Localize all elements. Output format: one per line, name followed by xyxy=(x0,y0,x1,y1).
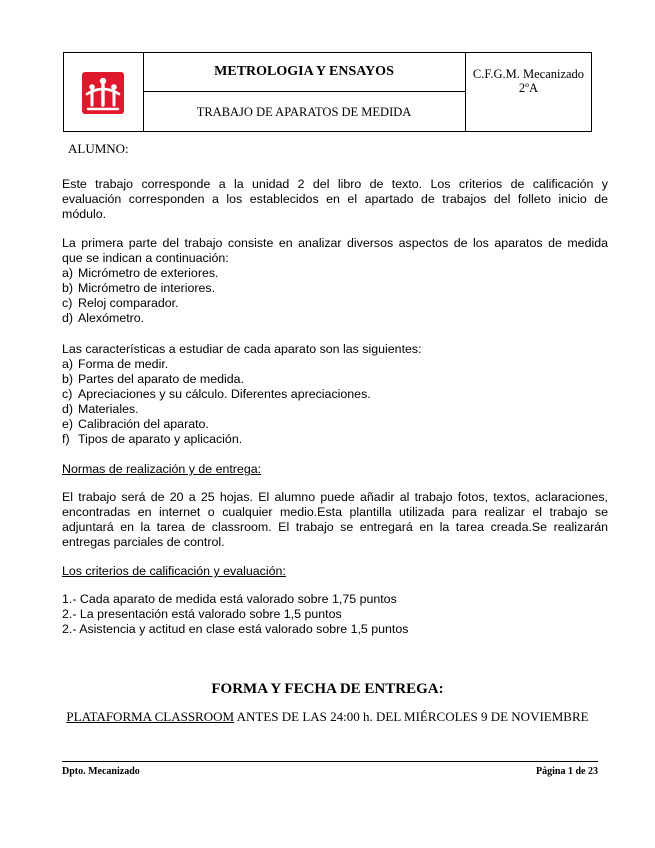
part1-line: La primera parte del trabajo consiste en analizar diversos aspectos de los aparatos de medida xyxy=(62,236,608,250)
list-item: a) Forma de medir. xyxy=(62,357,169,371)
list-item: 2.- Asistencia y actitud en clase está valorado sobre 1,5 puntos xyxy=(62,622,409,636)
normas-heading xyxy=(62,462,608,477)
student-label: ALUMNO: xyxy=(68,141,129,156)
school-logo-icon xyxy=(82,72,124,114)
list-item: c) Reloj comparador. xyxy=(62,296,179,310)
normas-heading-text: Normas de realización y de entrega: xyxy=(62,462,262,476)
course-group: 2ºA xyxy=(518,81,539,95)
normas-line: El trabajo será de 20 a 25 hojas. El alumno puede añadir al trabajo fotos, textos, aclaraciones, xyxy=(62,490,608,504)
intro-line: Este trabajo corresponde a la unidad 2 del libro de texto. Los criterios de calificación y xyxy=(62,177,608,191)
delivery-info xyxy=(0,709,655,725)
normas-line: encontradas en internet o cualquier medio.Esta plantilla utilizada para realizar el trabajo se xyxy=(62,505,608,519)
delivery-deadline: ANTES DE LAS 24:00 h. DEL MIÉRCOLES 9 DE NOVIEMBRE xyxy=(234,709,589,724)
characteristics-intro: Las características a estudiar de cada aparato son las siguientes: xyxy=(62,342,422,356)
instrument-list xyxy=(62,266,608,326)
footer-divider xyxy=(62,761,598,762)
criterios-heading xyxy=(62,564,608,579)
characteristics-list xyxy=(62,357,608,447)
list-item: b) Partes del aparato de medida. xyxy=(62,372,245,386)
list-item: d) Alexómetro. xyxy=(62,311,145,325)
footer-page-number: Página 1 de 23 xyxy=(536,766,598,777)
footer-department: Dpto. Mecanizado xyxy=(62,766,140,777)
list-item: 1.- Cada aparato de medida está valorado sobre 1,75 puntos xyxy=(62,592,397,606)
document-header xyxy=(63,52,592,132)
delivery-platform: PLATAFORMA CLASSROOM xyxy=(66,709,235,724)
document-subtitle: TRABAJO DE APARATOS DE MEDIDA xyxy=(196,105,412,119)
list-item: e) Calibración del aparato. xyxy=(62,417,209,431)
list-item: d) Materiales. xyxy=(62,402,139,416)
list-item: c) Apreciaciones y su cálculo. Diferentes apreciaciones. xyxy=(62,387,371,401)
delivery-title: FORMA Y FECHA DE ENTREGA: xyxy=(211,681,444,697)
criterios-heading-text: Los criterios de calificación y evaluación: xyxy=(62,564,286,578)
normas-paragraph xyxy=(62,490,608,550)
logo-cell xyxy=(64,53,144,131)
list-item: a) Micrómetro de exteriores. xyxy=(62,266,219,280)
characteristics-section xyxy=(62,342,608,447)
part1-section xyxy=(62,236,608,326)
document-title: METROLOGIA Y ENSAYOS xyxy=(143,53,465,92)
intro-paragraph xyxy=(62,177,608,222)
course-name: C.F.G.M. Mecanizado xyxy=(472,67,585,81)
part1-line: que se indican a continuación: xyxy=(62,251,229,265)
normas-line: entregas parciales de control. xyxy=(62,535,225,549)
list-item: b) Micrómetro de interiores. xyxy=(62,281,216,295)
intro-line: evaluación corresponden a los establecidos en el apartado de trabajos del folleto inicio de xyxy=(62,192,608,206)
list-item: 2.- La presentación está valorado sobre 1,5 puntos xyxy=(62,607,342,621)
criterios-list xyxy=(62,592,608,637)
course-info xyxy=(466,53,591,131)
intro-line: módulo. xyxy=(62,207,107,221)
normas-line: adjuntará en la tarea de classroom. El trabajo se entregará en la tarea creada.Se realizarán xyxy=(62,520,608,534)
list-item: f) Tipos de aparato y aplicación. xyxy=(62,432,243,446)
